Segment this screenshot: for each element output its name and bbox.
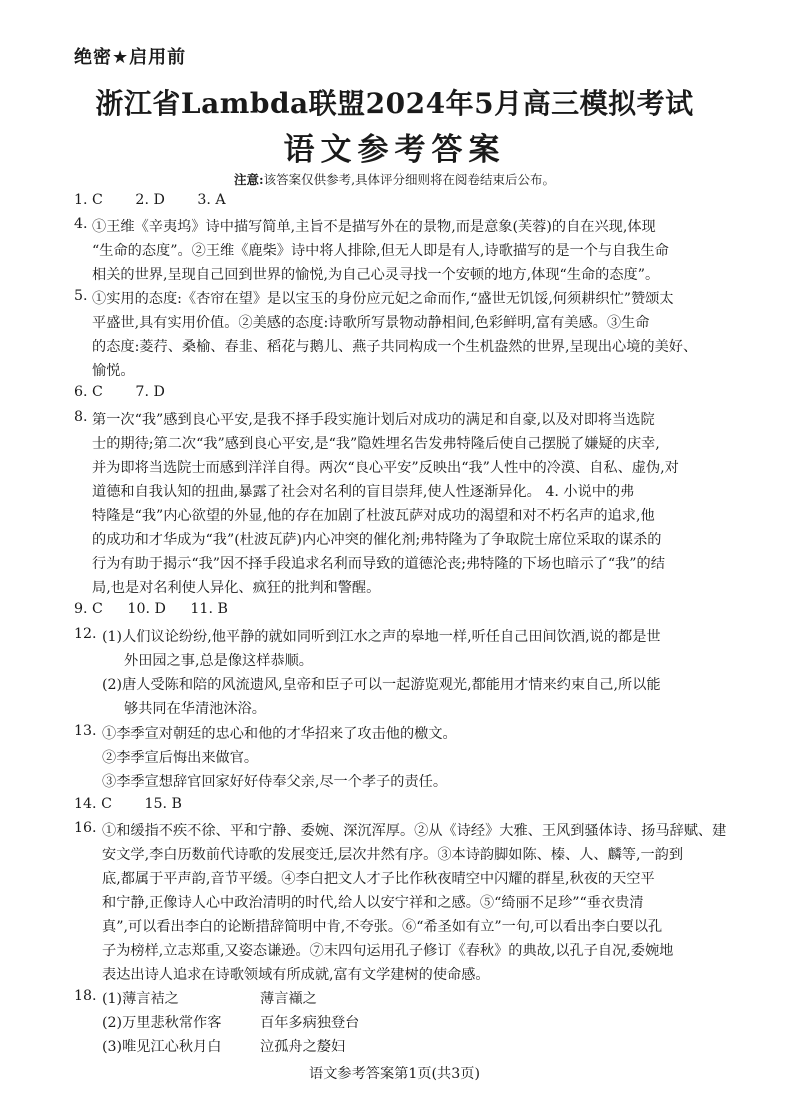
answer-14: 14. C [74,796,112,812]
answer-1: 1. C [74,192,103,208]
page-footer: 语文参考答案第1页(共3页) [309,1066,480,1082]
note-text: 该答案仅供参考,具体评分细则将在阅卷结束后公布。 [263,172,556,187]
question-16-line: ①和缓指不疾不徐、平和宁静、委婉、深沉浑厚。②从《诗经》大雅、王风到骚体诗、扬马辞赋、建 [102,823,727,839]
answer-10: 10. D [127,601,166,617]
answer-9: 9. C [74,601,103,617]
question-13-line: ②李季宣后悔出来做官。 [102,750,259,766]
question-5-line: 愉悦。 [92,363,135,379]
answer-2: 2. D [135,192,165,208]
question-8-line: 并为即将当选院士而感到洋洋自得。两次“良心平安”反映出“我”人性中的冷漠、自私、虚伪,对 [92,460,679,476]
question-4-number: 4. [74,216,88,232]
answers-6-7 [74,384,165,400]
question-16-line: 真”,可以看出李白的论断措辞简明中肯,不夸张。⑥“希圣如有立”一句,可以看出李白要以孔 [102,919,663,935]
question-13-line: ③李季宣想辞官回家好好侍奉父亲,尽一个孝子的责任。 [102,774,448,790]
question-18-row-label: (3)唯见江心秋月白 [102,1039,222,1055]
question-16-line: 和宁静,正像诗人心中政治清明的时代,给人以安宁祥和之感。⑤“绮丽不足珍”“垂衣贵清 [102,895,644,911]
question-8-line: 士的期待;第二次“我”感到良心平安,是“我”隐姓埋名告发弗特隆后使自己摆脱了嫌疑的庆幸, [92,436,660,452]
answer-6: 6. C [74,384,103,400]
question-8-line: 局,也是对名利使人异化、疯狂的批判和警醒。 [92,580,381,596]
answers-9-11 [74,601,228,617]
answer-7: 7. D [135,384,165,400]
answer-15: 15. B [144,796,182,812]
question-8-line: 道德和自我认知的扭曲,暴露了社会对名利的盲目崇拜,使人性逐渐异化。 4. 小说中的弗 [92,484,635,500]
confidential-label: 绝密★启用前 [74,47,187,68]
question-16-line: 子为榜样,立志郑重,又姿态谦逊。⑦末四句运用孔子修订《春秋》的典故,以孔子自况,委婉地 [102,943,674,959]
question-18-row-label: (1)薄言袺之 [102,991,179,1007]
document-title: 语文参考答案 [283,132,506,168]
exam-title: 浙江省Lambda联盟2024年5月高三模拟考试 [95,87,694,120]
question-16-line: 表达出诗人追求在诗歌领域有所成就,富有文学建树的使命感。 [102,967,490,983]
question-12-line: (2)唐人受陈和陪的风流遗风,皇帝和臣子可以一起游览观光,都能用才情来约束自己,所以能 [102,677,661,693]
question-16-number: 16. [74,820,97,836]
answer-3: 3. A [197,192,226,208]
question-16-line: 安文学,李白历数前代诗歌的发展变迁,层次井然有序。③本诗韵脚如陈、榛、人、麟等,一韵到 [102,847,684,863]
question-13-number: 13. [74,723,97,739]
question-18-row-answer: 泣孤舟之嫠妇 [260,1039,346,1055]
question-18-row-answer: 薄言襭之 [260,991,317,1007]
question-5-line: 的态度:菱荇、桑榆、春韭、稻花与鹅儿、燕子共同构成一个生机盎然的世界,呈现出心境的美好、 [92,339,698,355]
question-12-line: 够共同在华清池沐浴。 [124,701,266,717]
question-16-line: 底,都属于平声韵,音节平缓。④李白把文人才子比作秋夜晴空中闪耀的群星,秋夜的天空平 [102,871,655,887]
question-18-number: 18. [74,988,97,1004]
question-5-line: 平盛世,具有实用价值。②美感的态度:诗歌所写景物动静相间,色彩鲜明,富有美感。③生命 [92,315,650,331]
question-12-line: 外田园之事,总是像这样恭顺。 [124,653,313,669]
answers-14-15 [74,796,182,812]
question-13-line: ①李季宣对朝廷的忠心和他的才华招来了攻击他的檄文。 [102,726,457,742]
question-5-number: 5. [74,288,88,304]
question-8-line: 特隆是“我”内心欲望的外显,他的存在加剧了杜波瓦萨对成功的渴望和对不朽名声的追求,他 [92,508,655,524]
answer-11: 11. B [190,601,228,617]
question-8-number: 8. [74,409,88,425]
question-8-line: 第一次“我”感到良心平安,是我不择手段实施计划后对成功的满足和自豪,以及对即将当选院 [92,412,655,428]
question-18-row-label: (2)万里悲秋常作客 [102,1015,222,1031]
question-4-line: “生命的态度”。②王维《鹿柴》诗中将人排除,但无人即是有人,诗歌描写的是一个与自我生命 [92,243,669,259]
question-12-number: 12. [74,626,97,642]
question-8-line: 行为有助于揭示“我”因不择手段追求名利而导致的道德沦丧;弗特隆的下场也暗示了“我”的结 [92,556,665,572]
question-18-row-answer: 百年多病独登台 [260,1015,360,1031]
question-8-line: 的成功和才华成为“我”(杜波瓦萨)内心冲突的催化剂;弗特隆为了争取院士席位采取的谋杀的 [92,532,662,548]
question-5-line: ①实用的态度:《杏帘在望》是以宝玉的身份应元妃之命而作,“盛世无饥馁,何须耕织忙”赞颂太 [92,291,674,307]
question-12-line: (1)人们议论纷纷,他平静的就如同听到江水之声的皋地一样,听任自己田间饮酒,说的都是世 [102,629,661,645]
note [0,170,789,188]
note-label: 注意: [233,172,264,187]
question-4-line: ①王维《辛夷坞》诗中描写简单,主旨不是描写外在的景物,而是意象(芙蓉)的自在兴现,体现 [92,219,656,235]
question-4-line: 相关的世界,呈现自己回到世界的愉悦,为自己心灵寻找一个安顿的地方,体现“生命的态度”。 [92,267,660,283]
answers-1-3 [74,192,226,208]
